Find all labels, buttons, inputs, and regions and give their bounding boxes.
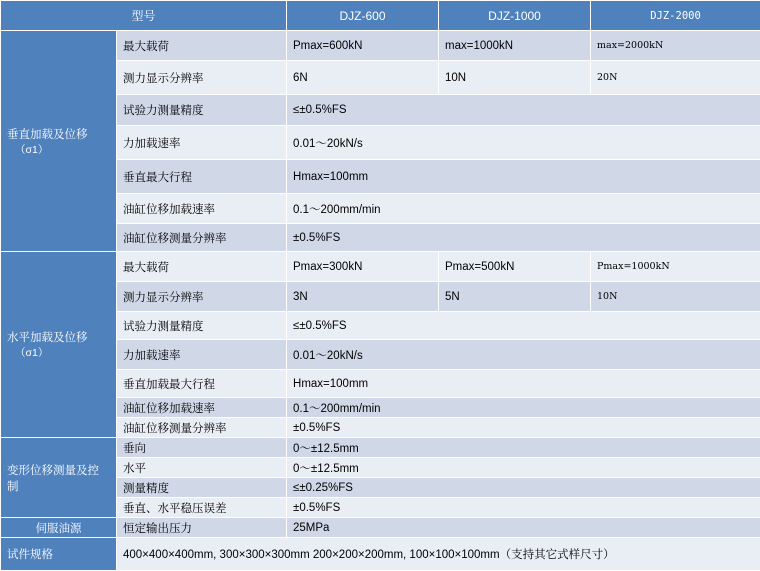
vertical-title: 垂直加载及位移: [7, 129, 88, 141]
param-name: 垂直最大行程: [117, 160, 287, 194]
value-djz-1000: 5N: [439, 282, 591, 312]
param-name: 垂向: [117, 438, 287, 458]
param-name: 油缸位移测量分辨率: [117, 418, 287, 438]
value-all-models: Hmax=100mm: [287, 160, 760, 194]
param-name: 垂直加载最大行程: [117, 370, 287, 398]
table-row: [1, 252, 760, 282]
model-djz-1000: DJZ-1000: [439, 1, 591, 31]
table-row: [1, 538, 760, 571]
horizontal-title: 水平加载及位移: [7, 332, 88, 344]
value-all-models: ±0.5%FS: [287, 418, 760, 438]
param-name: 最大载荷: [117, 31, 287, 61]
specimen-section-label: 试件规格: [1, 538, 117, 571]
value-djz-600: 6N: [287, 61, 439, 95]
param-name: 测力显示分辨率: [117, 61, 287, 95]
param-name: 试验力测量精度: [117, 312, 287, 340]
value-djz-600: 3N: [287, 282, 439, 312]
value-djz-1000: Pmax=500kN: [439, 252, 591, 282]
value-all-models: 0～±12.5mm: [287, 438, 760, 458]
value-djz-600: Pmax=300kN: [287, 252, 439, 282]
table-row: [1, 31, 760, 61]
table-row: [1, 518, 760, 538]
value-djz-600: Pmax=600kN: [287, 31, 439, 61]
table-row: [1, 438, 760, 458]
vertical-section-label: [1, 31, 117, 252]
value-all-models: ≤±0.5%FS: [287, 312, 760, 340]
value-all-models: ±0.5%FS: [287, 498, 760, 518]
param-name: 垂直、水平稳压误差: [117, 498, 287, 518]
horizontal-subtitle: （σ1）: [7, 345, 110, 360]
vertical-subtitle: （σ1）: [7, 142, 110, 157]
specimen-sizes: 400×400×400mm, 300×300×300mm 200×200×200mm, 100×100×100mm（支持其它式样尺寸）: [117, 538, 760, 571]
value-djz-2000: Pmax=1000kN: [591, 252, 760, 282]
param-name: 油缸位移测量分辨率: [117, 224, 287, 252]
servo-section-label: 伺服油源: [1, 518, 117, 538]
value-all-models: 0～±12.5mm: [287, 458, 760, 478]
model-header-label: 型号: [1, 1, 287, 31]
param-name: 水平: [117, 458, 287, 478]
param-name: 油缸位移加载速率: [117, 194, 287, 224]
param-name: 力加载速率: [117, 126, 287, 160]
horizontal-section-label: [1, 252, 117, 438]
value-all-models: 0.01～20kN/s: [287, 340, 760, 370]
value-all-models: ≤±0.5%FS: [287, 95, 760, 126]
param-name: 测力显示分辨率: [117, 282, 287, 312]
param-name: 试验力测量精度: [117, 95, 287, 126]
model-djz-600: DJZ-600: [287, 1, 439, 31]
value-djz-2000: 20N: [591, 61, 760, 95]
value-all-models: ≤±0.25%FS: [287, 478, 760, 498]
header-row: [1, 1, 760, 31]
value-all-models: Hmax=100mm: [287, 370, 760, 398]
model-djz-2000: DJZ-2000: [591, 1, 760, 31]
param-name: 力加载速率: [117, 340, 287, 370]
value-all-models: 0.1～200mm/min: [287, 398, 760, 418]
param-name: 测量精度: [117, 478, 287, 498]
value-djz-1000: 10N: [439, 61, 591, 95]
value-all-models: 0.1～200mm/min: [287, 194, 760, 224]
value-djz-2000: 10N: [591, 282, 760, 312]
param-name: 油缸位移加载速率: [117, 398, 287, 418]
value-djz-2000: max=2000kN: [591, 31, 760, 61]
value-all-models: 0.01～20kN/s: [287, 126, 760, 160]
value-all-models: 25MPa: [287, 518, 760, 538]
deformation-title: 变形位移测量及控制: [7, 465, 99, 493]
value-all-models: ±0.5%FS: [287, 224, 760, 252]
param-name: 最大载荷: [117, 252, 287, 282]
param-name: 恒定输出压力: [117, 518, 287, 538]
value-djz-1000: max=1000kN: [439, 31, 591, 61]
deformation-section-label: [1, 438, 117, 518]
